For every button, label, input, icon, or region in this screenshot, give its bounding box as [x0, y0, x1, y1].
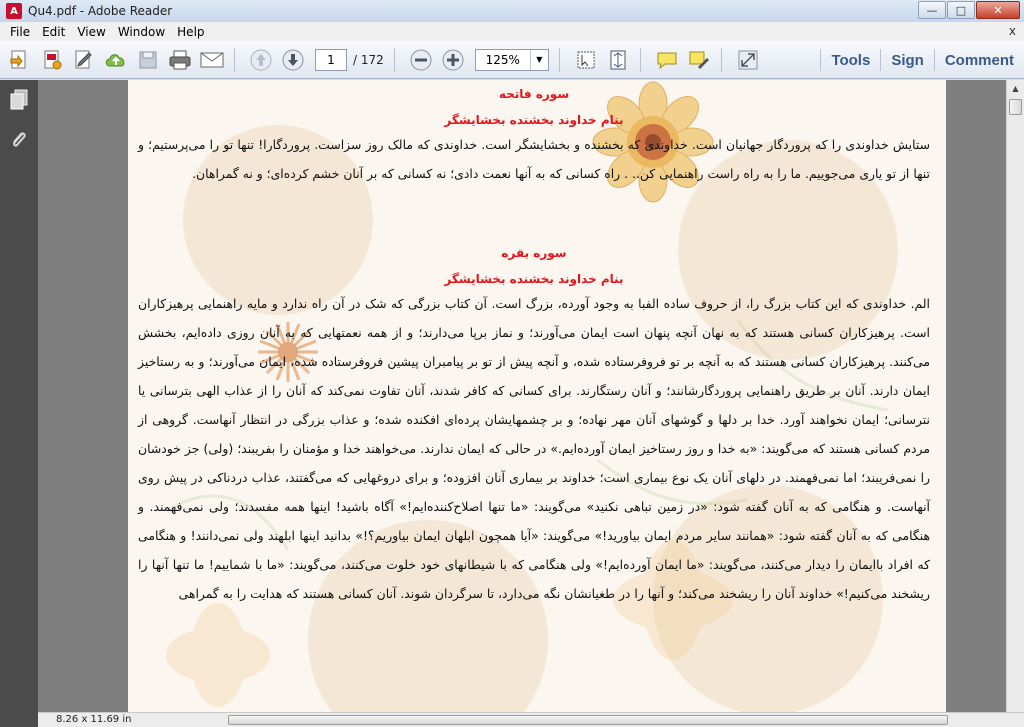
scroll-thumb[interactable] [1009, 99, 1022, 115]
print-icon[interactable] [168, 48, 192, 72]
menu-window[interactable]: Window [117, 24, 166, 39]
scroll-up-icon[interactable]: ▲ [1012, 84, 1019, 93]
vertical-scrollbar[interactable] [1006, 80, 1024, 712]
toolbar-separator [559, 48, 560, 72]
surah-title: سوره فاتحه [498, 87, 570, 101]
status-bar [38, 712, 1024, 727]
adobe-reader-icon: A [6, 3, 22, 19]
minimize-button[interactable]: — [918, 1, 946, 19]
page-text [138, 80, 930, 608]
page-number-input[interactable]: 1 [315, 49, 347, 71]
select-tool-icon[interactable] [574, 48, 598, 72]
fullscreen-icon[interactable] [736, 48, 760, 72]
next-page-icon[interactable] [281, 48, 305, 72]
upload-cloud-icon[interactable] [104, 48, 128, 72]
close-document-button[interactable]: x [1008, 24, 1016, 38]
save-icon[interactable] [136, 48, 160, 72]
comment-button[interactable]: Comment [944, 51, 1014, 69]
attachments-icon[interactable] [0, 120, 38, 160]
navigation-pane [0, 80, 38, 727]
scroll-thumb[interactable] [228, 715, 948, 725]
horizontal-scrollbar[interactable] [218, 713, 1006, 727]
basmala: بنام خداوند بخشنده بخشایشگر [444, 272, 624, 286]
surah-title: سوره بقره [501, 246, 567, 260]
previous-page-icon[interactable] [249, 48, 273, 72]
menu-file[interactable]: File [10, 24, 31, 39]
menu-help[interactable]: Help [177, 24, 205, 39]
page-total-label: / 172 [353, 52, 384, 67]
zoom-out-icon[interactable] [409, 48, 433, 72]
window-controls [917, 1, 1020, 19]
close-button[interactable]: ✕ [976, 1, 1020, 19]
menu-bar [0, 22, 1024, 41]
toolbar-separator [640, 48, 641, 72]
create-pdf-icon[interactable] [8, 48, 32, 72]
page-thumbnails-icon[interactable] [0, 80, 38, 120]
paragraph: الم. خداوندی که این کتاب بزرگ را، از حروف ساده الفبا به وجود آورده، بزرگ است. آن کتاب بزرگی که شک در آن راه ندارد و مایه راهنمایی پرهیزکاران است. پرهیزکاران کسانی هستند که به نهان آنچه پنهان است ایمان می‌آورند؛ و نماز برپا می‌دارند؛ و از همه نعمتهایی که به آنان روزی داده‌ایم، بخشش می‌کنند. پرهیزکاران کسانی هستند که به آنچه بر تو فروفرستاده شده، و آنچه پیش از تو بر پیامبران پیشین فروفرستاده شده، ایمان می‌آورند؛ و به رستاخیز ایمان دارند. آنان بر طریق راهنمایی پروردگارشانند؛ و آنان رستگارند. برای کسانی که کافر شدند، آنان تفاوت نمی‌کند که آنان را از عذاب الهی بترسانی یا نترسانی؛ ایمان نخواهند آورد. خدا بر دلها و گوشهای آنان مهر نهاده؛ و بر چشمهایشان پرده‌ای افکنده شده؛ و عذاب بزرگی در انتظار آنهاست. گروهی از مردم کسانی هستند که می‌گویند: «به خدا و روز رستاخیز ایمان آورده‌ایم.» در حالی که ایمان ندارند. می‌خواهند خدا و مؤمنان را بفریبند؛ (ولی) جز خودشان را نمی‌فریبند؛ اما نمی‌فهمند. در دلهای آنان یک نوع بیماری است؛ خداوند بر بیماری آنان افزوده؛ و برای دروغهایی که می‌گفتند، عذاب دردناکی در پیش روی آنهاست. و هنگامی که به آنان گفته شود: «در زمین تباهی نکنید» می‌گویند: «ما تنها اصلاح‌کننده‌ایم!» آگاه باشید! اینها همه مفسدند؛ ولی نمی‌فهمند. و هنگامی که به آنان گفته شود: «همانند سایر مردم ایمان بیاورید!» می‌گویند: «آیا همچون ابلهان ایمان بیاوریم؟!» بدانید اینها ابلهند ولی نمی‌دانند! و هنگامی که افراد باایمان را دیدار می‌کنند، می‌گویند: «ما ایمان آورده‌ایم!» ولی هنگامی که با شیطانهای خود خلوت می‌کنند، می‌گویند: «ما با شماییم! ما تنها آنها را ریشخند می‌کنیم!» خداوند آنان را ریشخند می‌کند؛ و آنها را در طغیانشان نگه می‌دارد، تا سرگردان شوند. آنان کسانی هستند که هدایت را به گمراهی [138, 296, 930, 601]
toolbar [0, 41, 1024, 79]
email-icon[interactable] [200, 48, 224, 72]
comment-icon[interactable] [655, 48, 679, 72]
toolbar-separator [394, 48, 395, 72]
paragraph: ستایش خداوندی را که پروردگار جهانیان است. خداوندی که بخشنده و بخشایشگر است. خداوندی که مالک روز سزاست. پروردگارا! تنها تو را می‌پرستیم؛ و تنها از تو یاری می‌جوییم. ما را به راه راست راهنمایی کن.. . راه کسانی که به آنها نعمت دادی؛ نه کسانی که بر آنان خشم کرده‌ای؛ و نه گمراهان. [138, 137, 930, 181]
menu-edit[interactable]: Edit [42, 24, 66, 39]
task-pane-links [820, 41, 1024, 79]
page-size-label: 8.26 x 11.69 in [56, 714, 132, 725]
basmala: بنام خداوند بخشنده بخشایشگر [444, 113, 624, 127]
toolbar-separator [721, 48, 722, 72]
title-bar [0, 0, 1024, 22]
toolbar-separator [234, 48, 235, 72]
sign-button[interactable]: Sign [891, 51, 924, 69]
window-title: Qu4.pdf - Adobe Reader [28, 4, 173, 18]
chevron-down-icon[interactable]: ▼ [530, 50, 548, 70]
maximize-button[interactable]: □ [947, 1, 975, 19]
tools-button[interactable]: Tools [831, 51, 871, 69]
pdf-page [128, 80, 946, 712]
document-view[interactable] [38, 80, 1006, 712]
menu-view[interactable]: View [77, 24, 106, 39]
highlight-icon[interactable] [687, 48, 711, 72]
zoom-select[interactable] [475, 49, 549, 71]
fit-page-icon[interactable] [606, 48, 630, 72]
zoom-value: 125% [485, 52, 520, 67]
edit-icon[interactable] [40, 48, 64, 72]
sign-document-icon[interactable] [72, 48, 96, 72]
zoom-in-icon[interactable] [441, 48, 465, 72]
